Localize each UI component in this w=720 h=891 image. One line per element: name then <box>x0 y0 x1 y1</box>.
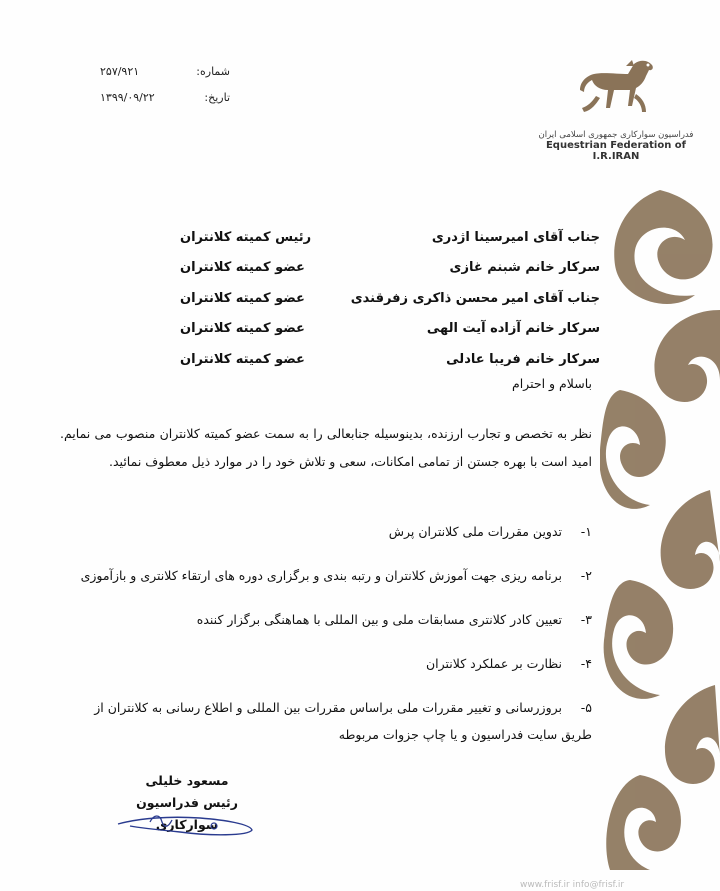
decorative-ornament <box>600 190 720 870</box>
footer-contact: www.frisf.ir info@frisf.ir <box>520 880 625 890</box>
recipient-name: جناب آقای امیر محسن ذاکری زفرقندی <box>350 290 600 306</box>
letter-number-row <box>100 58 230 84</box>
item-text: تدوین مقررات ملی کلانتران پرش <box>388 524 563 539</box>
item-number: ۵- <box>580 700 592 715</box>
recipient-role: عضو کمیته کلانتران <box>180 321 305 337</box>
recipient-name: سرکار خانم فریبا عادلی <box>446 351 600 367</box>
letter-meta <box>100 58 230 110</box>
recipient-role: عضو کمیته کلانتران <box>180 260 305 276</box>
recipient-name: سرکار خانم شبنم غازی <box>449 260 600 276</box>
item-number: ۳- <box>580 612 592 627</box>
list-item <box>60 606 592 633</box>
item-text: نظارت بر عملکرد کلانتران <box>425 656 563 671</box>
item-number: ۲- <box>580 568 592 583</box>
letter-body: نظر به تخصص و تجارب ارزنده، بدینوسیله جنابعالی را به سمت عضو کمیته کلانتران منصوب می نمایم. امید است با بهره جستن از تمامی امکانات، سعی و تلاش خود را در موارد ذیل معطوف نمائید. <box>60 426 592 469</box>
federation-name-fa: فدراسیون سوارکاری جمهوری اسلامی ایران <box>538 130 694 140</box>
item-text: برنامه ریزی جهت آموزش کلانتران و رتبه بندی و برگزاری دوره های ارتقاء کلانتری و بازآموزی <box>80 568 563 583</box>
recipient-row <box>180 253 600 284</box>
handwritten-signature <box>110 804 260 838</box>
signer-title: رئیس فدراسیون سوارکاری <box>136 795 238 832</box>
letter-number-label: شماره: <box>196 64 230 78</box>
recipient-row <box>180 222 600 253</box>
recipient-row <box>180 314 600 345</box>
federation-logo <box>528 56 704 166</box>
item-number: ۴- <box>580 656 592 671</box>
letter-date-row <box>100 84 230 110</box>
federation-name-en: Equestrian Federation of I.R.IRAN <box>545 140 687 162</box>
letter-number-value: ۲۵۷/۹۲۱ <box>100 64 140 78</box>
item-text: تعیین کادر کلانتری مسابقات ملی و بین المللی با هماهنگی برگزار کننده <box>196 612 563 627</box>
item-text: بروزرسانی و تغییر مقررات ملی براساس مقررات بین المللی و اطلاع رسانی به کلانتران از طریق سایت فدراسیون و یا چاپ جزوات مربوطه <box>94 700 592 742</box>
item-number: ۱- <box>580 524 592 539</box>
signer-name: مسعود خلیلی <box>145 773 229 788</box>
recipient-name: جناب آقای امیرسینا اژدری <box>431 229 600 245</box>
greeting: باسلام و احترام <box>511 376 592 391</box>
recipient-row <box>180 283 600 314</box>
horse-logo-icon <box>566 56 666 128</box>
letter-date-label: تاریخ: <box>204 90 230 104</box>
letter-date-value: ۱۳۹۹/۰۹/۲۲ <box>100 90 155 104</box>
list-item <box>60 650 592 677</box>
recipient-name: سرکار خانم آزاده آیت الهی <box>426 321 600 337</box>
list-item <box>60 694 592 748</box>
recipient-role: عضو کمیته کلانتران <box>180 351 305 367</box>
duties-list <box>60 518 592 765</box>
signature-block <box>112 770 262 836</box>
recipient-role: عضو کمیته کلانتران <box>180 290 305 306</box>
recipient-row <box>180 344 600 375</box>
list-item <box>60 562 592 589</box>
list-item <box>60 518 592 545</box>
recipient-role: رئیس کمیته کلانتران <box>180 229 312 245</box>
recipients-list <box>180 222 600 375</box>
